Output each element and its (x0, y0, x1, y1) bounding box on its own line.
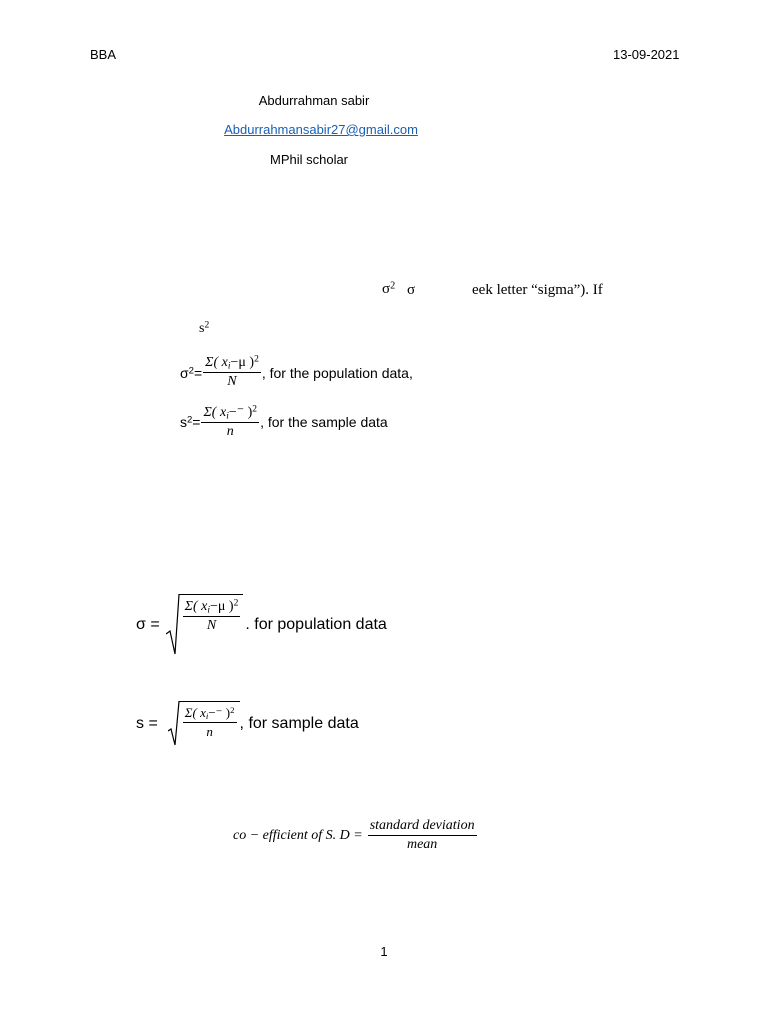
radical-sign-icon (168, 701, 180, 747)
population-sd-radicand (180, 594, 244, 656)
population-variance-label: , for the population data, (261, 364, 413, 381)
population-sd-root (166, 594, 244, 656)
sample-sd-root (168, 701, 240, 747)
coefficient-of-sd-lhs: co − efficient of S. D = (233, 827, 363, 843)
coefficient-of-sd-formula (233, 818, 478, 853)
header-date: 13-09-2021 (613, 47, 680, 62)
population-variance-formula (180, 355, 413, 390)
sample-sd-numerator: Σ( $x_i-^-$ )$^2$ (184, 705, 235, 722)
header-left-text: BBA (90, 47, 117, 62)
sample-variance-formula (180, 404, 388, 440)
author-role: MPhil scholar (269, 152, 349, 167)
intro-s-squared-symbol: s (199, 321, 205, 336)
intro-s-squared-exponent: 2 (204, 320, 210, 331)
sample-variance-numerator: Σ( $x_i-^-$ )$^2$ (203, 404, 258, 422)
author-email-link[interactable]: Abdurrahmansabir27@gmail.com (224, 122, 418, 137)
population-variance-fraction (203, 355, 261, 390)
population-variance-numerator: Σ( $x_i-\mu$ )$^2$ (205, 354, 259, 372)
sample-sd-formula (136, 701, 359, 747)
population-sd-denominator: N (206, 618, 217, 633)
coefficient-of-sd-denominator: mean (406, 837, 438, 852)
radical-sign-icon (166, 594, 180, 656)
sample-sd-label: , for sample data (239, 715, 359, 732)
intro-sigma-symbol: σ (407, 282, 416, 298)
sample-variance-lhs: $s^2=$ (180, 414, 201, 430)
population-sd-lhs: σ = (136, 616, 160, 633)
intro-s-squared (199, 321, 209, 337)
intro-sigma-squared (382, 281, 395, 298)
population-sd-label: . for population data (245, 616, 387, 633)
sample-sd-fraction (183, 705, 237, 740)
population-sd-fraction (183, 599, 241, 634)
author-name: Abdurrahman sabir (258, 93, 370, 108)
sample-sd-lhs: s = (136, 715, 158, 732)
sample-sd-denominator: n (206, 724, 213, 739)
sample-variance-denominator: n (226, 424, 234, 439)
sample-variance-label: , for the sample data (260, 414, 388, 430)
population-sd-numerator: Σ( $x_i-\mu$ )$^2$ (184, 598, 239, 616)
sample-variance-fraction (201, 404, 259, 440)
population-variance-lhs: $\sigma^2=$ (180, 364, 203, 381)
coefficient-of-sd-fraction (368, 818, 477, 853)
sample-sd-radicand (180, 701, 240, 747)
intro-text-fragment: eek letter “sigma”). If (472, 282, 603, 298)
intro-sigma-squared-symbol: σ (382, 281, 391, 297)
population-sd-formula (136, 594, 387, 656)
intro-sigma-squared-exponent: 2 (390, 280, 396, 292)
page-number: 1 (380, 944, 388, 959)
coefficient-of-sd-numerator: standard deviation (368, 818, 477, 836)
population-variance-denominator: N (227, 374, 237, 389)
